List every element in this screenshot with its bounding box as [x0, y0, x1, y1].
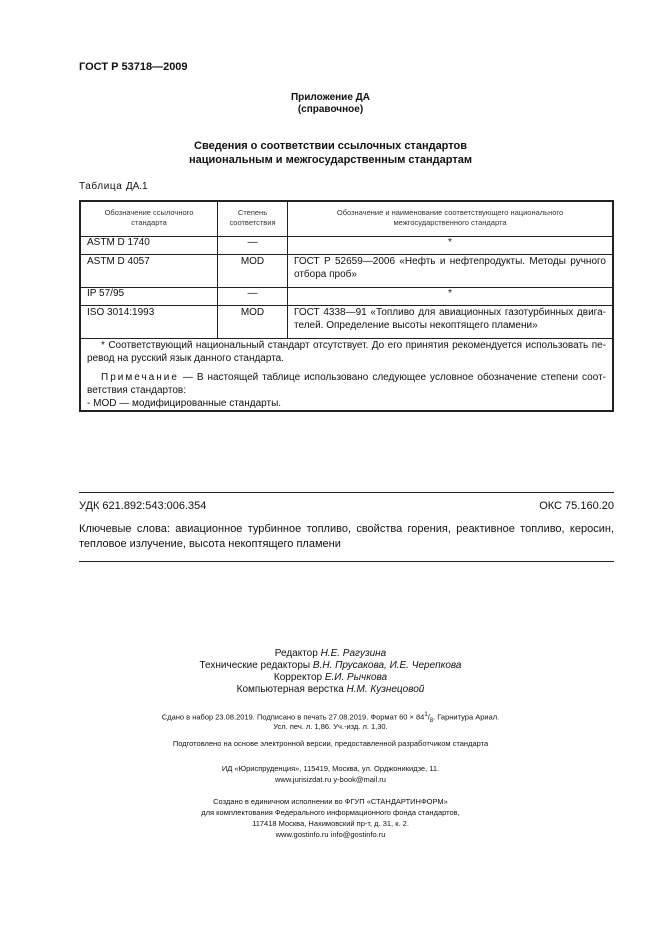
table-header-row [80, 201, 613, 237]
print-info-line3: Подготовлено на основе электронной версии, предоставленной разработчиком стандарта [172, 739, 489, 748]
tech-label: Технические редакторы [199, 660, 311, 671]
column-header-national-line2: межгосударственного стандарта [393, 218, 507, 227]
cell-national: ГОСТ 4338—91 «Топливо для авиационных газотурбинных двига-телей. Определение высоты некоптящего пламени» [288, 306, 614, 339]
divider-bottom [79, 561, 614, 562]
cell-reference: ASTM D 1740 [80, 237, 218, 255]
divider-top [79, 492, 614, 493]
cell-degree: — [218, 288, 288, 306]
publisher-line5: 117418 Москва, Нахимовский пр-т, д. 31, к. 2. [252, 819, 409, 828]
cell-degree: MOD [218, 255, 288, 288]
appendix-heading-line2: национальным и межгосударственным стандартам [189, 154, 472, 166]
correspondence-table [79, 200, 614, 412]
oks-code: ОКС 75.160.20 [539, 500, 614, 512]
note-label: Примечание [101, 372, 179, 383]
format-fraction-denominator: 8 [429, 718, 434, 724]
table-note-cell [80, 339, 613, 412]
publisher-line6: www.gostinfo.ru info@gostinfo.ru [275, 830, 386, 839]
cell-degree: — [218, 237, 288, 255]
column-header-reference-line1: Обозначение ссылочного [104, 208, 194, 217]
credits-editor [0, 648, 661, 661]
cell-reference: ISO 3014:1993 [80, 306, 218, 339]
table-row [80, 306, 613, 339]
corrector-name: Е.И. Рычкова [324, 672, 388, 683]
corrector-label: Корректор [273, 672, 323, 683]
cell-degree: MOD [218, 306, 288, 339]
cell-reference: IP 57/95 [80, 288, 218, 306]
column-header-degree-line2: соответствия [229, 218, 276, 227]
table-footnote: * Соответствующий национальный стандарт отсутствует. До его принятия рекомендуется использовать пе-ревод на русский язык данного стандарта. [87, 340, 606, 364]
table-caption-word: Таблица [79, 181, 123, 192]
column-header-national-line1: Обозначение и наименование соответствующего национального [336, 208, 564, 217]
column-header-national [288, 201, 614, 237]
column-header-reference-line2: стандарта [131, 218, 167, 227]
publisher-line3: Создано в единичном исполнении во ФГУП «СТАНДАРТИНФОРМ» [213, 797, 448, 806]
appendix-title: Приложение ДА [290, 92, 371, 103]
keywords: Ключевые слова: авиационное турбинное топливо, свойства горения, реактивное топливо, керосин, тепловое излучение, высота некоптящего пламени [79, 523, 614, 550]
format-fraction-numerator: 1 [424, 712, 428, 718]
table-row [80, 255, 613, 288]
cell-national: ГОСТ Р 52659—2006 «Нефть и нефтепродукты. Методы ручного отбора проб» [288, 255, 614, 288]
document-code: ГОСТ Р 53718—2009 [79, 61, 188, 73]
appendix-heading-line1: Сведения о соответствии ссылочных стандартов [194, 140, 467, 152]
credits-tech [0, 660, 661, 673]
layout-label: Компьютерная верстка [236, 684, 344, 695]
table-note-row [80, 339, 613, 412]
layout-name: Н.М. Кузнецовой [346, 684, 425, 695]
appendix-subtitle: (справочное) [297, 104, 364, 115]
print-info-line2: Усл. печ. л. 1,86. Уч.-изд. л. 1,30. [273, 722, 388, 731]
publisher-line2: www.jurisizdat.ru y-book@mail.ru [275, 775, 386, 784]
column-header-reference [80, 201, 218, 237]
table-row [80, 237, 613, 255]
table-caption-number: ДА.1 [125, 181, 148, 192]
publisher-line1: ИД «Юриспруденция», 115419, Москва, ул. Орджоникидзе, 11. [221, 764, 440, 773]
table-note [87, 371, 606, 397]
tech-names: В.Н. Прусакова, И.Е. Черепкова [312, 660, 462, 671]
print-info-text: Сдано в набор 23.08.2019. Подписано в печать 27.08.2019. Формат 60 × 84 [161, 712, 425, 722]
note-text: — В настоящей таблице использовано следующее условное обозначение степени соот-ветствия стандартов: [87, 372, 606, 396]
credits-layout [0, 684, 661, 697]
cell-national: * [288, 288, 614, 306]
cell-reference: ASTM D 4057 [80, 255, 218, 288]
table-row [80, 288, 613, 306]
print-info-typeface: . Гарнитура Ариал. [433, 712, 500, 722]
column-header-degree-line1: Степень [237, 208, 268, 217]
column-header-degree [218, 201, 288, 237]
editor-name: Н.Е. Рагузина [320, 648, 387, 659]
print-info-line1: Сдано в набор 23.08.2019. Подписано в печать 27.08.2019. Формат $60 \times 84^1/_8$. Гарнитура Ариал. [161, 712, 500, 724]
note-item: - MOD — модифицированные стандарты. [87, 398, 282, 409]
udk-code: УДК 621.892:543:006.354 [79, 500, 207, 512]
table-caption [79, 181, 148, 192]
editor-label: Редактор [274, 648, 318, 659]
cell-national: * [288, 237, 614, 255]
publisher-line4: для комплектования Федерального информационного фонда стандартов, [201, 808, 460, 817]
credits-corrector [0, 672, 661, 685]
